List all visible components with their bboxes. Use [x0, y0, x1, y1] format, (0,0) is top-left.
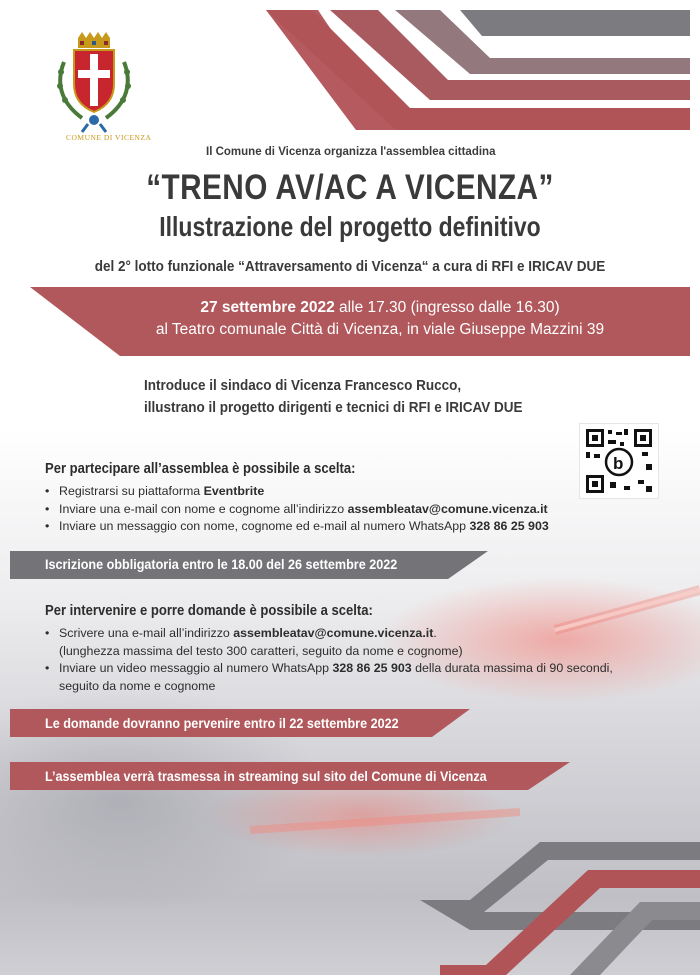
- intro-line-1: Introduce il sindaco di Vicenza Francesco Rucco,: [144, 377, 462, 394]
- event-venue: al Teatro comunale Città di Vicenza, in viale Giuseppe Mazzini 39: [155, 321, 605, 338]
- email-link[interactable]: assembleatav@comune.vicenza.it: [233, 626, 434, 640]
- project-lot-line: del 2° lotto funzionale “Attraversamento di Vicenza“ a cura di RFI e IRICAV DUE: [94, 258, 606, 275]
- list-item: • Inviare un video messaggio al numero WhatsApp 328 86 25 903 della durata massima di 90 secondi, seguito da nome e cognome: [45, 660, 613, 695]
- event-time: alle 17.30 (ingresso dalle 16.30): [334, 299, 560, 316]
- qr-code-icon[interactable]: [579, 423, 659, 499]
- participate-heading: Per partecipare all’assemblea è possibile a scelta:: [45, 461, 356, 477]
- svg-text:b: b: [613, 454, 624, 473]
- page-subtitle: Illustrazione del progetto definitivo: [159, 211, 541, 242]
- event-date: 27 settembre 2022: [200, 299, 335, 316]
- registration-deadline: Iscrizione obbligatoria entro le 18.00 del 26 settembre 2022: [45, 556, 398, 572]
- intervene-list: [45, 625, 613, 695]
- questions-deadline: Le domande dovranno pervenire entro il 22 settembre 2022: [45, 715, 399, 731]
- page-title: “TRENO AV/AC A VICENZA”: [146, 168, 554, 207]
- intervene-heading: Per intervenire e porre domande è possibile a scelta:: [45, 603, 373, 619]
- logo-caption: COMUNE DI VICENZA: [66, 133, 152, 142]
- whatsapp-number[interactable]: 328 86 25 903: [469, 519, 549, 533]
- intro-line-2: illustrano il progetto dirigenti e tecnici di RFI e IRICAV DUE: [144, 399, 523, 416]
- qr-code-graphic: [580, 424, 658, 498]
- list-item: • Inviare una e-mail con nome e cognome all’indirizzo assembleatav@comune.vicenza.it: [45, 501, 549, 519]
- eventbrite-link[interactable]: Eventbrite: [203, 484, 265, 498]
- list-item: • Scrivere una e-mail all’indirizzo assembleatav@comune.vicenza.it. (lunghezza massima del testo 300 caratteri, seguito da nome e cognome): [45, 625, 613, 660]
- streaming-notice: L’assemblea verrà trasmessa in streaming sul sito del Comune di Vicenza: [45, 768, 487, 784]
- organizer-line: Il Comune di Vicenza organizza l'assemblea cittadina: [206, 146, 496, 158]
- intro-text: [144, 375, 523, 419]
- event-datetime: [110, 299, 650, 317]
- vicenza-crest-icon: [52, 32, 136, 134]
- email-link[interactable]: assembleatav@comune.vicenza.it: [347, 501, 548, 516]
- whatsapp-number[interactable]: 328 86 25 903: [332, 661, 412, 675]
- list-item: • Registrarsi su piattaforma Eventbrite: [45, 483, 549, 501]
- list-item: • Inviare un messaggio con nome, cognome ed e-mail al numero WhatsApp 328 86 25 903: [45, 518, 549, 536]
- participate-list: [45, 483, 549, 536]
